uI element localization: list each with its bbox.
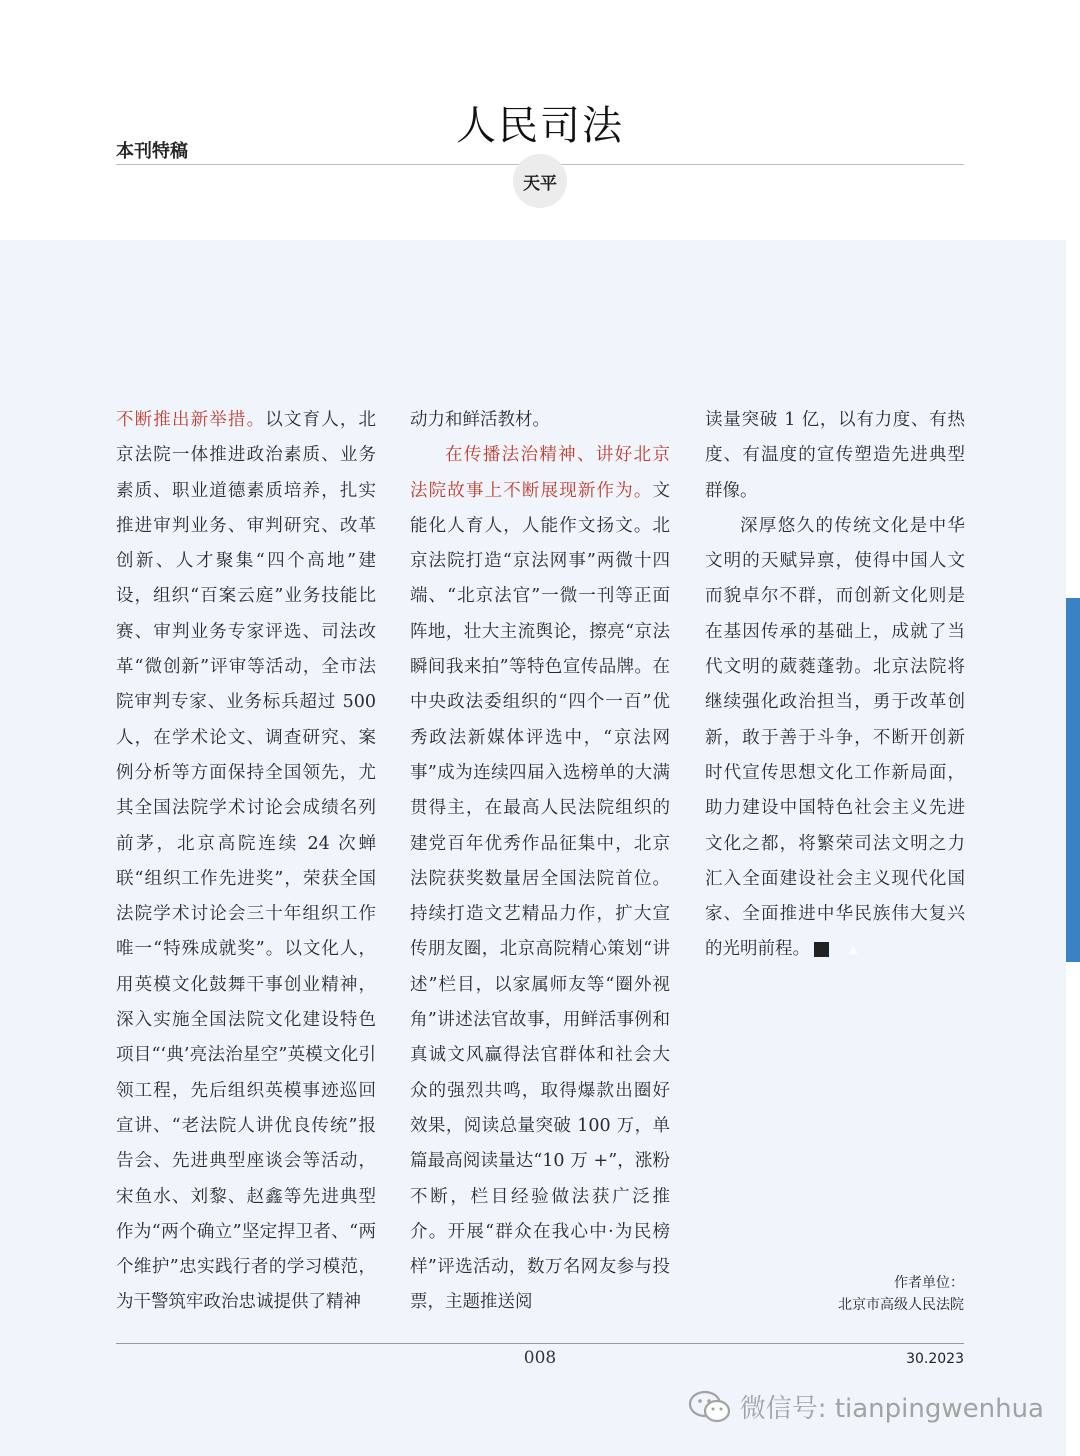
- author-info: [838, 1272, 964, 1316]
- highlight-text: 在传播法治精神、讲好北京法院故事上不断展现新作为。: [410, 445, 670, 501]
- paragraph: [116, 403, 376, 1321]
- paragraph: 动力和鲜活教材。: [410, 410, 550, 430]
- paragraph: [410, 438, 670, 1320]
- body-text: 文能化人育人，人能作文扬文。北京法院打造“京法网事”两微十四端、“北京法官”一微一刊等正面阵地，壮大主流舆论，擦亮“京法瞬间我来拍”等特色宣传品牌。在中央政法委组织的“四个一百”优秀政法新媒体评选中，“京法网事”成为连续四届入选榜单的大满贯得主，在最高人民法院组织的建党百年优秀作品征集中，北京法院获奖数量居全国法院首位。持续打造文艺精品力作，扩大宣传朋友圈，北京高院精心策划“讲述”栏目，以家属师友等“圈外视角”讲述法官故事，用鲜活事例和真诚文风赢得法官群体和社会大众的强烈共鸣，取得爆款出圈好效果，阅读总量突破 100 万，单篇最高阅读量达“10 万 +”，涨粉不断，栏目经验做法获广泛推介。开展“群众在我心中·为民榜样”评选活动，数万名网友参与投票，主题推送阅: [410, 480, 670, 1313]
- paragraph: 读量突破 1 亿，以有力度、有热度、有温度的宣传塑造先进典型群像。: [705, 410, 965, 501]
- footer-divider: [116, 1343, 964, 1344]
- paragraph: [705, 509, 965, 968]
- article-column-1: [116, 403, 376, 1321]
- body-text: 以文育人，北京法院一体推进政治素质、业务素质、职业道德素质培养，扎实推进审判业务、审判研究、改革创新、人才聚集“四个高地”建设，组织“百案云庭”业务技能比赛、审判业务专家评选、司法改革“微创新”评审等活动，全市法院审判专家、业务标兵超过 500 人，在学术论文、调查研究、案例分析等方面保持全国领先，尤其全国法院学术讨论会成绩名列前茅，北京高院连续 24 次蝉联“组织工作先进奖”，荣获全国法院学术讨论会三十年组织工作唯一“特殊成就奖”。以文化人，用英模文化鼓舞干事创业精神，深入实施全国法院文化建设特色项目“‘典’亮法治星空”英模文化引领工程，先后组织英模事迹巡回宣讲、“老法院人讲优良传统”报告会、先进典型座谈会等活动，宋鱼水、刘黎、赵鑫等先进典型作为“两个确立”坚定捍卫者、“两个维护”忠实践行者的学习模范，为干警筑牢政治忠诚提供了精神: [116, 410, 377, 1313]
- wechat-icon: [688, 1390, 732, 1424]
- side-accent-tab: [1066, 598, 1080, 962]
- article-column-2: [410, 403, 670, 1321]
- watermark-text: 微信号: tianpingwenhua: [739, 1394, 1044, 1424]
- brand-badge-text: 天平: [523, 173, 557, 194]
- article-column-3: [705, 403, 965, 968]
- body-text: 深厚悠久的传统文化是中华文明的天赋异禀，使得中国人文而貌卓尔不群，而创新文化则是在基因传承的基础上，成就了当代文明的葳蕤蓬勃。北京法院将继续强化政治担当，勇于改革创新，敢于善于斗争，不断开创新时代宣传思想文化工作新局面，助力建设中国特色社会主义先进文化之都，将繁荣司法文明之力汇入全面建设社会主义现代化国家、全面推进中华民族伟大复兴的光明前程。: [705, 515, 965, 960]
- author-unit: 北京市高级人民法院: [838, 1297, 964, 1313]
- brand-badge: [513, 154, 567, 208]
- author-label: 作者单位：: [894, 1275, 964, 1291]
- issue-number: 30.2023: [906, 1351, 964, 1367]
- wechat-watermark: [688, 1388, 1044, 1425]
- end-mark-icon: ▲: [814, 942, 829, 957]
- page-number: 008: [523, 1348, 557, 1368]
- highlight-text: 不断推出新举措。: [116, 410, 266, 430]
- section-label: 本刊特稿: [116, 141, 188, 162]
- magazine-title: 人民司法: [456, 103, 624, 149]
